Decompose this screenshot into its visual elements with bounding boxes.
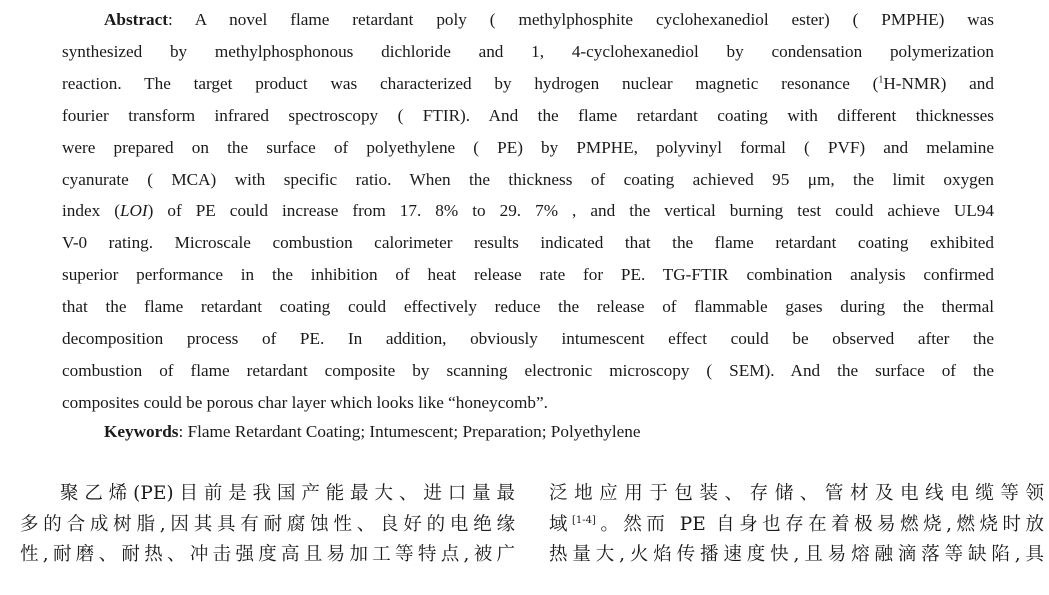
- abstract-text: H-NMR) and: [883, 73, 994, 93]
- abstract-line: superior performance in the inhibition of heat release rate for PE. TG-FTIR combination analysis confirmed: [62, 265, 994, 285]
- abstract-line: [62, 68, 994, 100]
- superscript: 1: [878, 74, 884, 86]
- abstract-line: decomposition process of PE. In addition, obviously intumescent effect could be observed after the: [62, 329, 994, 349]
- body-column-right: [549, 479, 1044, 571]
- body-text: 域: [549, 513, 572, 535]
- keywords-label: Keywords: [104, 422, 179, 441]
- keywords-label-sep: :: [178, 422, 188, 441]
- keywords-text: Flame Retardant Coating; Intumescent; Preparation; Polyethylene: [187, 422, 641, 441]
- body-line: [549, 510, 1044, 541]
- abstract-line: cyanurate ( MCA) with specific ratio. When the thickness of coating achieved 95 μm, the limit oxygen: [62, 169, 994, 189]
- abstract-text: ) of PE could increase from 17. 8% to 29. 7% , and the vertical burning test could achieve UL94: [147, 201, 994, 221]
- abstract-line: [62, 195, 994, 227]
- abstract-text: reaction. The target product was characterized by hydrogen nuclear magnetic resonance (: [62, 73, 879, 93]
- abstract-label-sep: :: [167, 10, 195, 29]
- body-column-left: [20, 479, 515, 571]
- abstract-line: that the flame retardant coating could effectively reduce the release of flammable gases during the thermal: [62, 297, 994, 317]
- citation-ref: [1-4]: [572, 514, 596, 526]
- body-line: 泛地应用于包装、存储、管材及电线电缆等领: [549, 483, 1044, 504]
- body-text: 。然而 PE 自身也存在着极易燃烧,燃烧时放: [595, 513, 1044, 535]
- body-line: 聚乙烯(PE)目前是我国产能最大、进口量最: [60, 483, 515, 504]
- loi-abbrev: LOI: [119, 201, 148, 221]
- abstract-text: A novel flame retardant poly ( methylphosphite cyclohexanediol ester) ( PMPHE) was: [194, 10, 994, 29]
- body-line: 性,耐磨、耐热、冲击强度高且易加工等特点,被广: [20, 544, 515, 565]
- abstract-line: synthesized by methylphosphonous dichloride and 1, 4-cyclohexanediol by condensation polymerization: [62, 41, 994, 61]
- abstract-text: index (: [62, 201, 120, 221]
- abstract-line: combustion of flame retardant composite by scanning electronic microscopy ( SEM). And the surface of the: [62, 360, 994, 380]
- keywords-line: [104, 417, 1004, 447]
- abstract-label: Abstract: [104, 10, 168, 29]
- abstract-paragraph: [62, 4, 994, 419]
- body-line: 多的合成树脂,因其具有耐腐蚀性、良好的电绝缘: [20, 513, 515, 535]
- abstract-line: fourier transform infrared spectroscopy ( FTIR). And the flame retardant coating with different thicknesses: [62, 105, 994, 125]
- body-line: 热量大,火焰传播速度快,且易熔融滴落等缺陷,具: [549, 544, 1044, 565]
- abstract-line: [62, 4, 994, 36]
- abstract-line: composites could be porous char layer which looks like “honeycomb”.: [62, 392, 548, 412]
- abstract-line: V-0 rating. Microscale combustion calorimeter results indicated that the flame retardant coating exhibited: [62, 233, 994, 253]
- abstract-line: were prepared on the surface of polyethylene ( PE) by PMPHE, polyvinyl formal ( PVF) and melamine: [62, 137, 994, 157]
